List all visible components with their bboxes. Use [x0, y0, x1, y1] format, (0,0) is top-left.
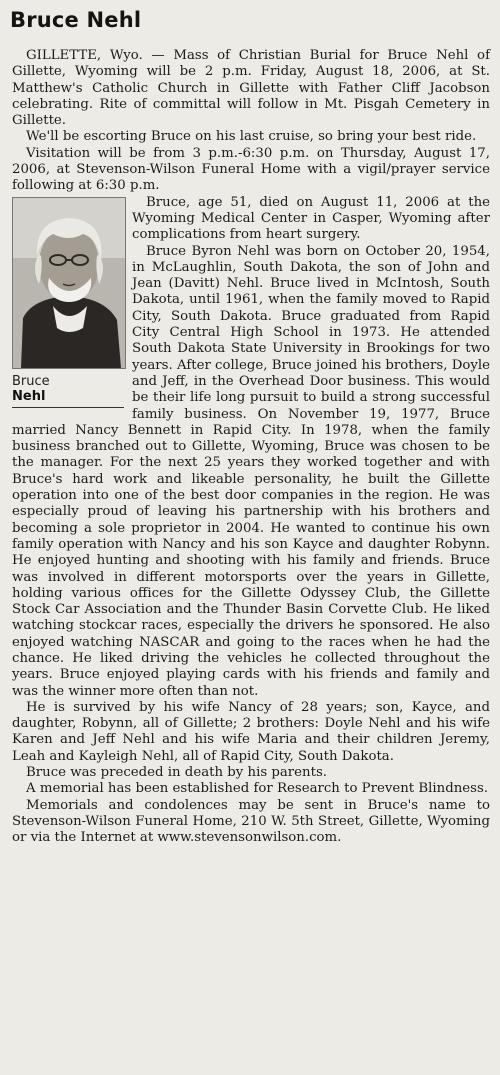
- portrait-photo: [12, 197, 126, 369]
- paragraph-death: Bruce, age 51, died on August 11, 2006 at the Wyoming Medical Center in Casper, Wyoming after complications from heart surgery.: [132, 194, 490, 243]
- portrait-caption-last: Nehl: [12, 389, 124, 408]
- paragraph-biography: Bruce Byron Nehl was born on October 20, 1954, in McLaughlin, South Dakota, the son of John and Jean (Davitt) Nehl. Bruce lived in McIntosh, South Dakota, until 1961, when the family moved to Rapid City, South Dakota. Bruce graduated from Rapid City Central High School in 1973. He attended South Dakota State University in Brookings for two years. After college, Bruce joined his brothers, Doyle and Jeff, in the Overhead Door business. This would be their life long pursuit to build a strong successful family business. On November 19, 1977, Bruce married Nancy Bennett in Rapid City. In 1978, when the family business branched out to Gillette, Wyoming, Bruce was chosen to be the manager. For the next 25 years they worked together and with Bruce's hard work and likeable personality, he built the Gillette operation into one of the best door companies in the region. He was especially proud of leaving his partnership with his brothers and becoming a sole proprietor in 2004. He wanted to continue his own family operation with Nancy and his son Kayce and daughter Robynn. He enjoyed hunting and shooting with his family and friends. Bruce was involved in different motorsports over the years in Gillette, holding various offices for the Gillette Odyssey Club, the Gillette Stock Car Association and the Thunder Basin Corvette Club. He liked watching stockcar races, especially the drivers he sponsored. He also enjoyed watching NASCAR and going to the races when he had the chance. He liked driving the vehicles he collected throughout the years. Bruce enjoyed playing cards with his friends and family and was the winner more often than not.: [12, 243, 490, 699]
- paragraph-visitation: Visitation will be from 3 p.m.-6:30 p.m. on Thursday, August 17, 2006, at Stevenson-Wilson Funeral Home with a vigil/prayer service following at 6:30 p.m.: [12, 145, 490, 194]
- portrait-block: [12, 197, 124, 408]
- paragraph-condolences: Memorials and condolences may be sent in Bruce's name to Stevenson-Wilson Funeral Home, 210 W. 5th Street, Gillette, Wyoming or via the Internet at www.stevensonwilson.com.: [12, 797, 490, 846]
- obituary-body: [12, 48, 490, 847]
- paragraph-preceded: Bruce was preceded in death by his parents.: [26, 765, 327, 781]
- paragraph-memorial: A memorial has been established for Research to Prevent Blindness.: [26, 781, 489, 797]
- paragraph-cruise: We'll be escorting Bruce on his last cruise, so bring your best ride.: [26, 129, 477, 145]
- obituary-title: Bruce Nehl: [10, 8, 142, 32]
- portrait-image: [13, 198, 125, 368]
- portrait-caption-first: Bruce: [12, 373, 50, 389]
- paragraph-survivors: He is survived by his wife Nancy of 28 years; son, Kayce, and daughter, Robynn, all of Gillette; 2 brothers: Doyle Nehl and his wife Karen and Jeff Nehl and his wife Maria and their children Jeremy, Leah and Kayleigh Nehl, all of Rapid City, South Dakota.: [12, 699, 490, 764]
- paragraph-service: GILLETTE, Wyo. — Mass of Christian Burial for Bruce Nehl of Gillette, Wyoming will be 2 p.m. Friday, August 18, 2006, at St. Matthew's Catholic Church in Gillette with Father Cliff Jacobson celebrating. Rite of committal will follow in Mt. Pisgah Cemetery in Gillette.: [12, 48, 490, 129]
